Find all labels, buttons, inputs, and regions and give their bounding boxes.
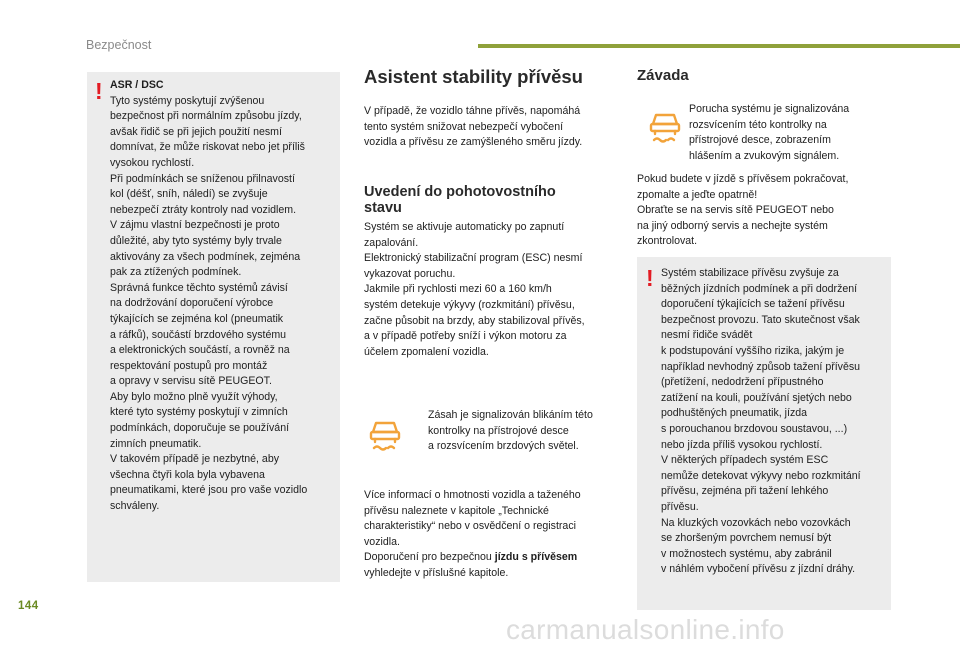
more-info-text bbox=[364, 488, 581, 582]
fault-body: Pokud budete v jízdě s přívěsem pokračovat, zpomalte a jeďte opatrně! Obraťte se na servis sítě PEUGEOT nebo na jiný odborný servis a nechejte systém zkontrolovat. bbox=[637, 173, 849, 248]
trailer-stability-warning-icon bbox=[366, 416, 404, 454]
trailer-stability-fault-icon bbox=[646, 108, 684, 146]
page-number: 144 bbox=[18, 600, 39, 612]
header-accent-bar bbox=[478, 44, 960, 48]
section-title: Bezpečnost bbox=[86, 38, 152, 52]
asr-dsc-body: Tyto systémy poskytují zvýšenou bezpečnost při normálním způsobu jízdy, avšak řidič se při jejich použití nesmí domnívat, že může riskovat nebo jet příliš vysokou rychlostí. Při podmínkách se sníženou přilnavostí kol (déšť, sníh, náledí) se zvyšuje nebezpečí ztráty kontroly nad vozidlem. V zájmu vlastní bezpečnosti je proto důležité, aby tyto systémy byly trvale aktivovány za všech podmínek, zejména pak za ztížených podmínek. Správná funkce těchto systémů závisí na dodržování doporučení výrobce týkajících se zejména kol (pneumatik a ráfků), součástí brzdového systému a elektronických součástí, a rovněž na respektování postupů pro montáž a opravy v servisu sítě PEUGEOT. Aby bylo možno plně využít výhody, které tyto systémy poskytují v zimních podmínkách, doporučuje se používání zimních pneumatik. V takovém případě je nezbytné, aby všechna čtyři kola byla vybavena pneumatikami, které jsou pro vaše vozidlo schváleny. bbox=[110, 94, 308, 513]
more-info-lead: Více informací o hmotnosti vozidla a taženého přívěsu naleznete v kapitole „Technické charakteristiky“ nebo v osvědčení o registraci vozidla. Doporučení pro bezpečnou bbox=[364, 489, 581, 564]
more-info-tail: vyhledejte v příslušné kapitole. bbox=[364, 566, 509, 579]
trailer-warning-text: Systém stabilizace přívěsu zvyšuje za běžných jízdních podmínek a při dodržení doporučení týkajících se tažení přívěsu bezpečnost provozu. Tato skutečnost však nesmí řidiče svádět k podstupování vyššího rizika, jakým je například nevhodný způsob tažení přívěsu (přetížení, nedodržení přípustného zatížení na kouli, používání sjetých nebo podhuštěných pneumatik, jízda s porouchanou brzdovou soustavou, ...) nebo jízda příliš vysokou rychlostí. V některých případech systém ESC nemůže detekovat výkyvy nebo rozkmitání přívěsu, zejména při tažení lehkého přívěsu. Na kluzkých vozovkách nebo vozovkách se zhoršeným povrchem nemusí být v možnostech systému, aby zabránil v náhlém vybočení přívěsu z jízdní dráhy. bbox=[661, 267, 861, 576]
page-title: Asistent stability přívěsu bbox=[364, 66, 583, 87]
activation-heading: Uvedení do pohotovostního stavu bbox=[364, 184, 556, 216]
trailer-stability-intro: V případě, že vozidlo táhne přívěs, napomáhá tento systém snižovat nebezpečí vybočení vozidla a přívěsu ze zamýšleného směru jízdy. bbox=[364, 105, 583, 149]
warning-exclamation-icon: ! bbox=[646, 265, 654, 291]
watermark: carmanualsonline.info bbox=[506, 614, 785, 645]
more-info-bold: jízdu s přívěsem bbox=[494, 551, 578, 564]
warning-exclamation-icon: ! bbox=[95, 78, 103, 104]
fault-heading: Závada bbox=[637, 67, 689, 84]
fault-indicator-note: Porucha systému je signalizována rozsvícením této kontrolky na přístrojové desce, zobrazením hlášením a zvukovým signálem. bbox=[689, 103, 850, 162]
indicator-note: Zásah je signalizován blikáním této kontrolky na přístrojové desce a rozsvícením brzdových světel. bbox=[428, 409, 593, 453]
activation-body: Systém se aktivuje automaticky po zapnutí zapalování. Elektronický stabilizační program (ESC) nesmí vykazovat poruchu. Jakmile při rychlosti mezi 60 a 160 km/h systém detekuje výkyvy (rozkmitání) přívěsu, začne působit na brzdy, aby stabilizoval přívěs, a v případě potřeby sníží i výkon motoru za účelem zpomalení vozidla. bbox=[364, 221, 585, 358]
asr-dsc-title: ASR / DSC bbox=[110, 79, 164, 91]
